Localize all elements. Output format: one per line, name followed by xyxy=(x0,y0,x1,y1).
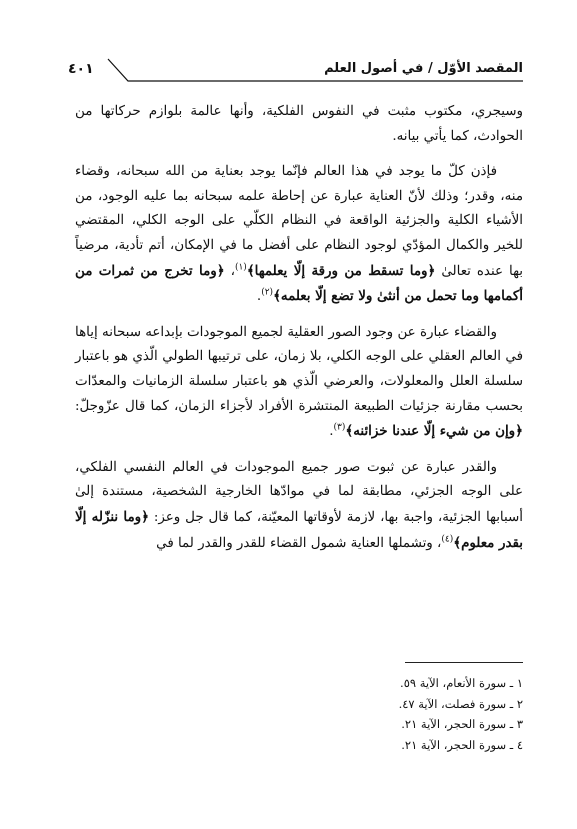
footnotes xyxy=(103,673,523,755)
footnote-item: ٢ ـ سورة فصلت، الآية ٤٧. xyxy=(398,696,523,711)
paragraph-text: والقضاء عبارة عن وجود الصور العقلية لجميع الموجودات بإبداعه سبحانه إياها في العالم العقلي على الوجه الكلي، بلا زمان، على ترتيبها الطولي الّذي هو باعتبار سلسلة العلل والمعلولات، والعرضي الّذي هو باعتبار سلسلة الزمانيات والمعدّات بحسب مقارنة جزئيات الطبيعة المنتشرة الأفراد لأجزاء الزمان، كما قال عزّوجلّ: xyxy=(75,324,523,414)
page-number: ٤٠١ xyxy=(68,61,94,77)
paragraph-text: والقدر عبارة عن ثبوت صور جميع الموجودات في العالم النفسي الفلكي، على الوجه الجزئي، مطابقة لما في موادّها الخارجية الشخصية، مستندة إلىٰ أسبابها الجزئية، واجبة بها، لازمة لأوقاتها المعيّنة، كما قال جل وعز: xyxy=(75,459,523,525)
quran-verse: ﴿وما تسقط من ورقة إلّا يعلمها﴾ xyxy=(246,262,436,279)
footnote-item: ٣ ـ سورة الحجر، الآية ٢١. xyxy=(401,717,523,731)
paragraph-text: فإذن كلّ ما يوجد في هذا العالم فإنّما يوجد بعناية من الله سبحانه، وقضاء منه، وقدر؛ وذلك لأنّ العناية عبارة عن إحاطة علمه سبحانه بما عليه الوجود، من الأشياء الكلية والجزئية الواقعة في النظام الكلّي على الوجه الكلي، المقتضي للخير والكمال المؤدّي لوجود النظام على أفضل ما في الإمكان، أتم تأدية، مرضياً بها عنده تعالىٰ xyxy=(75,164,523,279)
running-header xyxy=(68,55,523,85)
footnote-item: ٤ ـ سورة الحجر، الآية ٢١. xyxy=(401,737,523,752)
paragraph-text: وسيجري، مكتوب مثبت في النفوس الفلكية، وأنها عالمة بلوازم حركاتها من الحوادث، كما يأتي بيانه. xyxy=(75,104,523,144)
paragraph xyxy=(75,100,523,149)
body-text xyxy=(75,100,523,567)
quran-verse: ﴿وإن من شيء إلّا عندنا خزائنه﴾ xyxy=(345,423,523,440)
paragraph-text: . xyxy=(329,424,334,440)
quran-verse: ﴿وما تخرج من ثمرات من أكمامها وما تحمل من أنثىٰ ولا تضع إلّا بعلمه﴾ xyxy=(75,262,523,305)
quran-verse: ﴿وما ننزّله إلّا بقدر معلوم﴾ xyxy=(75,508,523,551)
footnote-item: ١ ـ سورة الأنعام، الآية ٥٩. xyxy=(400,676,523,690)
footnote-marker: (٣) xyxy=(333,422,346,433)
paragraph-text: . xyxy=(256,289,262,305)
header-title: المقصد الأوّل / في أصول العلم xyxy=(324,61,523,76)
paragraph-text: ، xyxy=(224,263,235,279)
footnote-marker: (٢) xyxy=(261,287,274,298)
paragraph-text: ، وتشملها العناية شمول القضاء للقدر والقدر لما في xyxy=(156,535,442,551)
paragraph xyxy=(75,321,523,445)
footnote-marker: (٤) xyxy=(441,534,454,545)
footnote-marker: (١) xyxy=(234,262,247,273)
footnote-divider xyxy=(405,662,523,663)
paragraph xyxy=(75,456,523,556)
paragraph xyxy=(75,160,523,310)
